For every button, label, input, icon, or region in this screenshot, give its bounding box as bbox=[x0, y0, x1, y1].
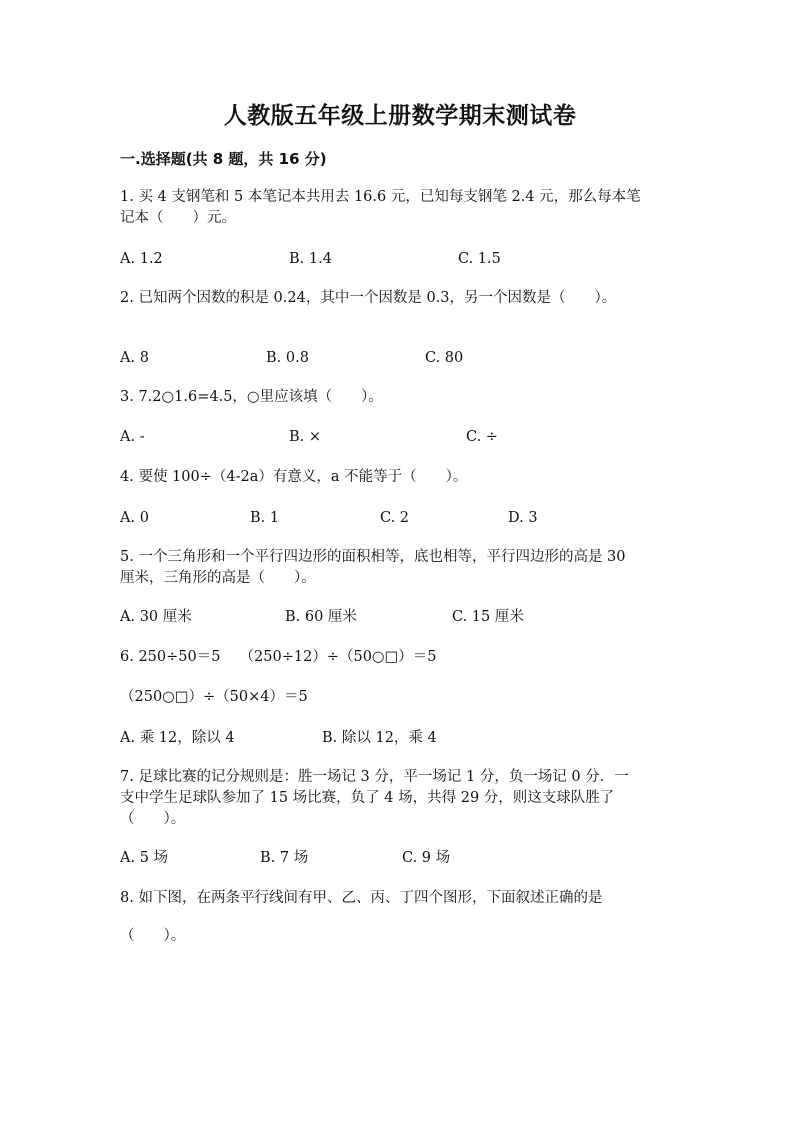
question-2-line-1: 2. 已知两个因数的积是 0.24，其中一个因数是 0.3，另一个因数是（ ）。 bbox=[120, 290, 617, 306]
question-1-option-c: C. 1.5 bbox=[458, 251, 501, 267]
question-2-option-a: A. 8 bbox=[120, 350, 149, 366]
question-6-option-b: B. 除以 12，乘 4 bbox=[322, 730, 437, 746]
question-8-line-2: （ ）。 bbox=[120, 928, 186, 944]
question-5-option-a: A. 30 厘米 bbox=[120, 609, 192, 625]
question-7-option-a: A. 5 场 bbox=[120, 850, 169, 866]
question-7-option-c: C. 9 场 bbox=[402, 850, 451, 866]
question-3-option-b: B. × bbox=[289, 429, 322, 445]
question-4-option-b: B. 1 bbox=[250, 510, 280, 526]
question-8-line-1: 8. 如下图，在两条平行线间有甲、乙、丙、丁四个图形，下面叙述正确的是 bbox=[120, 890, 603, 906]
question-1-line-2: 记本（ ）元。 bbox=[120, 210, 236, 226]
question-7-option-b: B. 7 场 bbox=[260, 850, 309, 866]
question-4-option-d: D. 3 bbox=[508, 510, 538, 526]
question-2-option-c: C. 80 bbox=[425, 350, 464, 366]
question-6-line-1: 6. 250÷50＝5 （250÷12）÷（50○□）＝5 bbox=[120, 649, 437, 665]
question-4-option-a: A. 0 bbox=[120, 510, 149, 526]
question-7-line-1: 7. 足球比赛的记分规则是：胜一场记 3 分，平一场记 1 分，负一场记 0 分．一 bbox=[120, 769, 629, 785]
question-5-line-2: 厘米，三角形的高是（ ）。 bbox=[120, 570, 316, 586]
question-4-line-1: 4. 要使 100÷（4-2a）有意义，a 不能等于（ ）。 bbox=[120, 469, 468, 485]
question-7-line-2: 支中学生足球队参加了 15 场比赛，负了 4 场，共得 29 分，则这支球队胜了 bbox=[120, 790, 615, 806]
section-heading: 一.选择题(共 8 题，共 16 分) bbox=[120, 150, 327, 168]
question-1-option-a: A. 1.2 bbox=[120, 251, 163, 267]
question-5-line-1: 5. 一个三角形和一个平行四边形的面积相等，底也相等，平行四边形的高是 30 bbox=[120, 549, 626, 565]
question-2-option-b: B. 0.8 bbox=[266, 350, 309, 366]
question-3-line-1: 3. 7.2○1.6=4.5，○里应该填（ ）。 bbox=[120, 389, 383, 405]
question-5-option-b: B. 60 厘米 bbox=[285, 609, 357, 625]
question-3-option-c: C. ÷ bbox=[466, 429, 498, 445]
question-1-line-1: 1. 买 4 支钢笔和 5 本笔记本共用去 16.6 元，已知每支钢笔 2.4 元，那么每本笔 bbox=[120, 189, 641, 205]
page-title: 人教版五年级上册数学期末测试卷 bbox=[223, 103, 577, 129]
question-5-option-c: C. 15 厘米 bbox=[452, 609, 524, 625]
question-6-option-a: A. 乘 12，除以 4 bbox=[120, 730, 235, 746]
question-6-line-2: （250○□）÷（50×4）＝5 bbox=[120, 689, 308, 705]
question-3-option-a: A. - bbox=[120, 429, 145, 445]
question-4-option-c: C. 2 bbox=[380, 510, 410, 526]
question-7-line-3: （ ）。 bbox=[120, 811, 186, 827]
question-1-option-b: B. 1.4 bbox=[289, 251, 332, 267]
